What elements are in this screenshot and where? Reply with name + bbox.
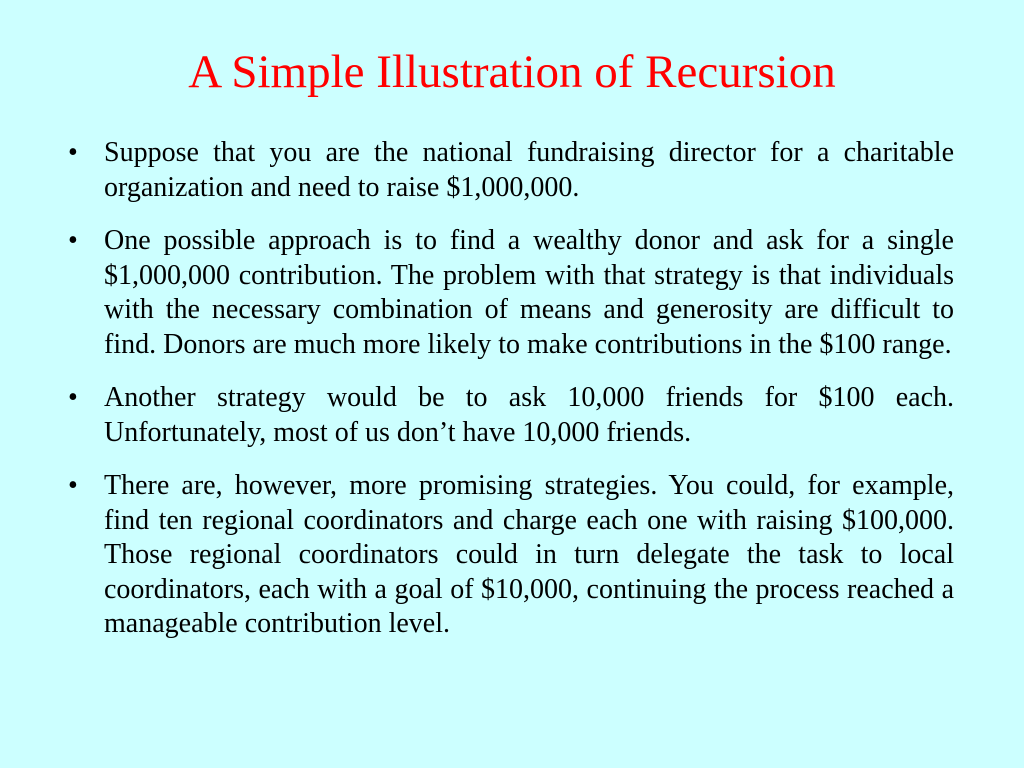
bullet-item bbox=[68, 224, 954, 362]
bullet-item bbox=[68, 469, 954, 642]
bullet-list bbox=[68, 136, 954, 661]
bullet-icon: • bbox=[68, 225, 78, 256]
bullet-text: Another strategy would be to ask 10,000 friends for $100 each. Unfortunately, most of us don’t have 10,000 friends. bbox=[104, 382, 954, 448]
bullet-icon: • bbox=[68, 137, 78, 168]
bullet-item bbox=[68, 381, 954, 450]
bullet-icon: • bbox=[68, 470, 78, 501]
bullet-text: There are, however, more promising strategies. You could, for example, find ten regional coordinators and charge each one with raising $100,000. Those regional coordinators could in turn delegate the task to local coordinators, each with a goal of $10,000, continuing the process reached a manageable contribution level. bbox=[104, 470, 954, 639]
bullet-text: One possible approach is to find a wealthy donor and ask for a single $1,000,000 contribution. The problem with that strategy is that individuals with the necessary combination of means and generosity are difficult to find. Donors are much more likely to make contributions in the $100 range. bbox=[104, 225, 954, 360]
slide-title: A Simple Illustration of Recursion bbox=[188, 46, 836, 98]
bullet-text: Suppose that you are the national fundraising director for a charitable organization and need to raise $1,000,000. bbox=[104, 137, 954, 203]
bullet-icon: • bbox=[68, 382, 78, 413]
bullet-item bbox=[68, 136, 954, 205]
